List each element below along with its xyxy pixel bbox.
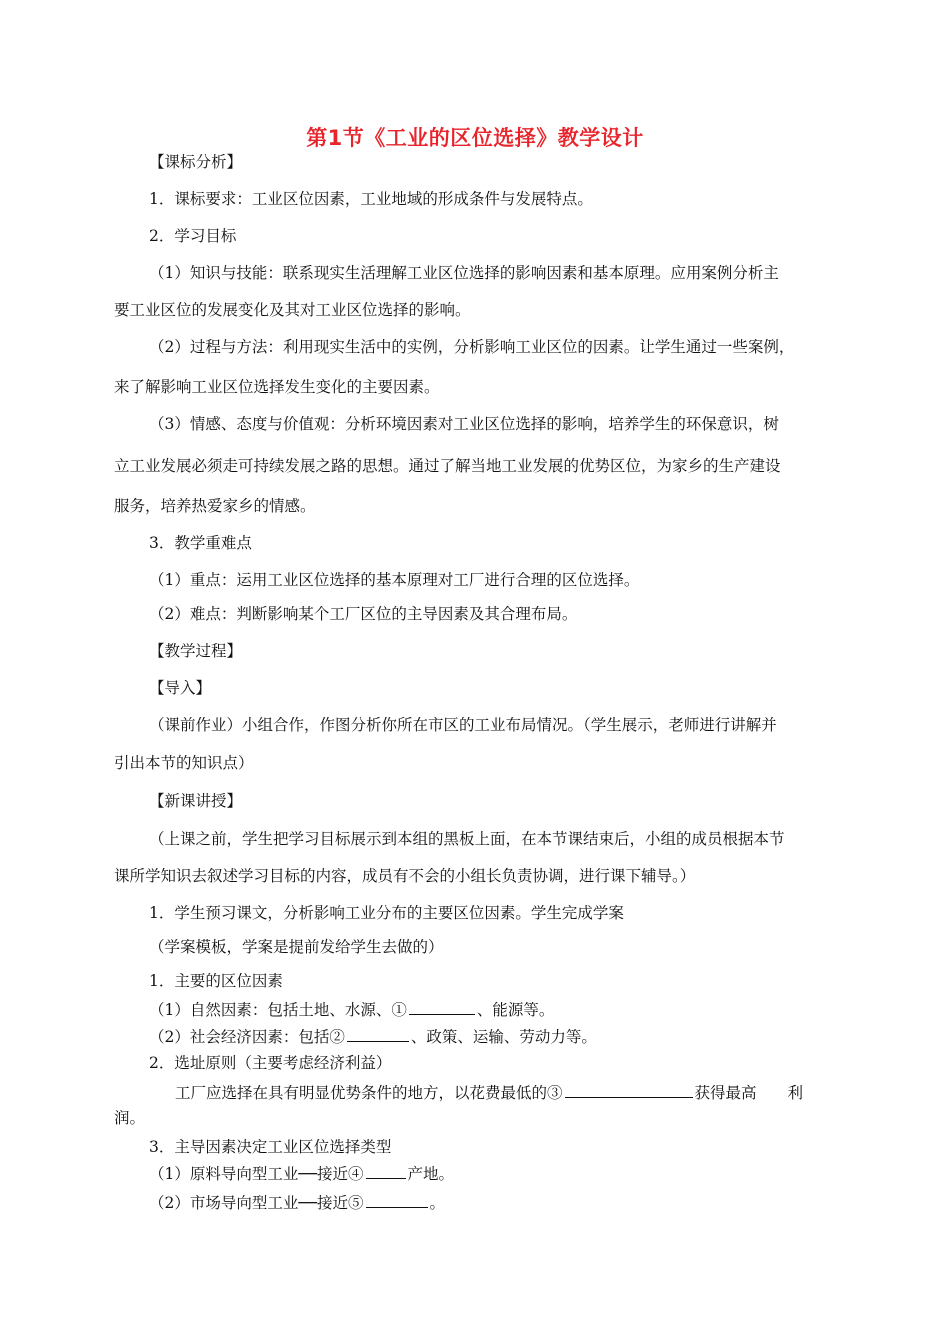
section-heading-new-lesson: 【新课讲授】: [149, 792, 243, 810]
answer-blank-2[interactable]: [347, 1026, 409, 1042]
paragraph-line: （1）知识与技能：联系现实生活理解工业区位选择的影响因素和基本原理。应用案例分析主: [149, 264, 779, 282]
answer-blank-5[interactable]: [366, 1192, 428, 1208]
fill-line-3: [175, 1082, 803, 1103]
fill-text: 。: [429, 1194, 446, 1212]
fill-text: 、政策、运输、劳动力等。: [410, 1028, 597, 1046]
paragraph-line: 3．教学重难点: [149, 534, 252, 552]
paragraph-line: 1．学生预习课文，分析影响工业分布的主要区位因素。学生完成学案: [149, 904, 624, 922]
document-title: 第1节《工业的区位选择》教学设计: [306, 126, 644, 150]
fill-text: （1）原料导向型工业──接近④: [149, 1165, 364, 1183]
paragraph-line: 1．主要的区位因素: [149, 972, 283, 990]
paragraph-line: 课所学知识去叙述学习目标的内容，成员有不会的小组长负责协调，进行课下辅导。）: [114, 867, 696, 885]
fill-text: （2）社会经济因素：包括②: [149, 1028, 345, 1046]
paragraph-line: 引出本节的知识点）: [114, 754, 254, 772]
fill-text: （1）自然因素：包括土地、水源、①: [149, 1001, 407, 1019]
paragraph-line: （2）过程与方法：利用现实生活中的实例，分析影响工业区位的因素。让学生通过一些案例，: [149, 338, 795, 356]
paragraph-line: （上课之前，学生把学习目标展示到本组的黑板上面，在本节课结束后，小组的成员根据本节: [149, 830, 785, 848]
paragraph-line: 立工业发展必须走可持续发展之路的思想。通过了解当地工业发展的优势区位，为家乡的生产建设: [114, 457, 781, 475]
section-heading-intro: 【导入】: [149, 679, 212, 697]
paragraph-line: 服务，培养热爱家乡的情感。: [114, 497, 316, 515]
fill-text: （2）市场导向型工业──接近⑤: [149, 1194, 364, 1212]
paragraph-line: 3．主导因素决定工业区位选择类型: [149, 1138, 392, 1156]
fill-line-2: [149, 1026, 597, 1047]
fill-line-1: [149, 999, 554, 1020]
paragraph-line: 要工业区位的发展变化及其对工业区位选择的影响。: [114, 301, 471, 319]
answer-blank-3[interactable]: [565, 1082, 693, 1098]
fill-line-4: [149, 1163, 454, 1184]
answer-blank-1[interactable]: [409, 999, 475, 1015]
fill-text: 工厂应选择在具有明显优势条件的地方，以花费最低的③: [175, 1084, 563, 1102]
paragraph-line: （课前作业）小组合作，作图分析你所在市区的工业布局情况。（学生展示，老师进行讲解并: [149, 716, 777, 734]
section-heading-process: 【教学过程】: [149, 642, 243, 660]
paragraph-line: （2）难点：判断影响某个工厂区位的主导因素及其合理布局。: [149, 605, 578, 623]
paragraph-line: 来了解影响工业区位选择发生变化的主要因素。: [114, 378, 440, 396]
paragraph-line: 2．选址原则（主要考虑经济利益）: [149, 1054, 392, 1072]
paragraph-line: 润。: [114, 1109, 146, 1127]
paragraph-line: （学案模板，学案是提前发给学生去做的）: [149, 938, 444, 956]
paragraph-line: 1．课标要求：工业区位因素，工业地域的形成条件与发展特点。: [149, 190, 593, 208]
fill-text: 获得最高 利: [694, 1084, 804, 1102]
fill-text: 产地。: [407, 1165, 455, 1183]
paragraph-line: （3）情感、态度与价值观：分析环境因素对工业区位选择的影响，培养学生的环保意识，树: [149, 415, 779, 433]
paragraph-line: 2．学习目标: [149, 227, 237, 245]
paragraph-line: （1）重点：运用工业区位选择的基本原理对工厂进行合理的区位选择。: [149, 571, 640, 589]
answer-blank-4[interactable]: [366, 1163, 406, 1179]
fill-line-5: [149, 1192, 445, 1213]
fill-text: 、能源等。: [476, 1001, 555, 1019]
section-heading-curriculum: 【课标分析】: [149, 153, 243, 171]
